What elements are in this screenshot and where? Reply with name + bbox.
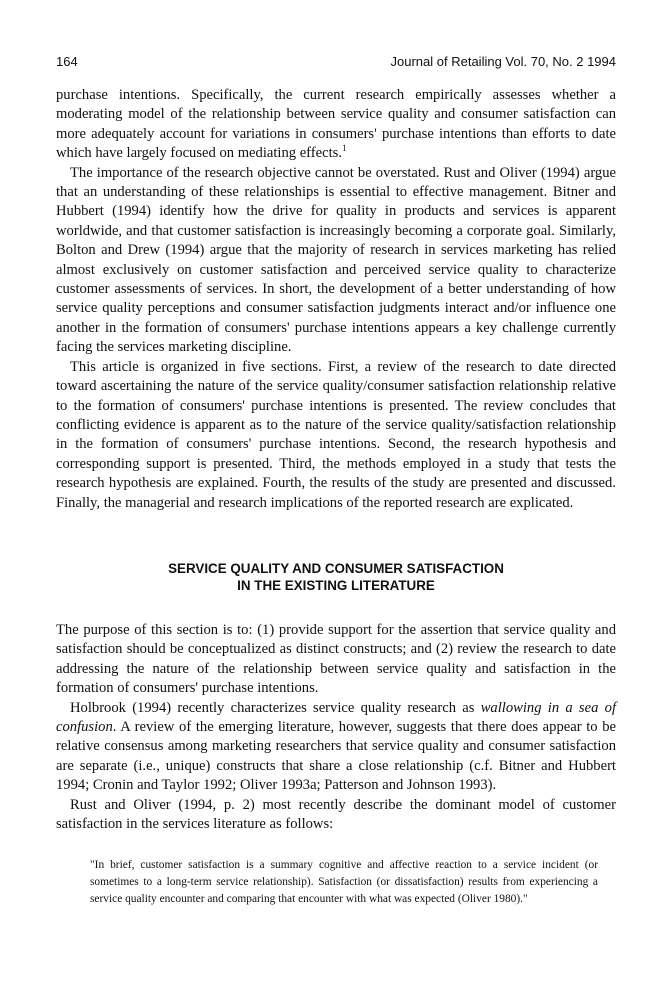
section-text — [56, 621, 616, 834]
page-number: 164 — [56, 54, 78, 69]
paragraph-purpose: The purpose of this section is to: (1) provide support for the assertion that service quality and satisfaction should be conceptualized as distinct constructs; and (2) review the research to date addressing the nature of the relationship between service quality and satisfaction in the formation of consumers' purchase intentions. — [56, 621, 616, 697]
paragraph-holbrook: Holbrook (1994) recently characterizes service quality research as wallowing in a sea of confusion. A review of the emerging literature, however, suggests that there does appear to be relative consensus among marketing researchers that service quality and consumer satisfaction are separate (i.e., unique) constructs that share a close relationship (c.f. Bitner and Hubbert 1994; Cronin and Taylor 1992; Oliver 1993a; Patterson and Johnson 1993). — [56, 699, 616, 794]
emphasis-phrase: wallowing in a sea of confusion — [56, 699, 616, 735]
running-head — [56, 54, 616, 76]
journal-page — [56, 54, 616, 908]
footnote-marker: 1 — [341, 143, 347, 154]
paragraph-continued: purchase intentions. Specifically, the current research empirically assesses whether a moderating model of the relationship between service quality and consumer satisfaction can more adequately account for variations in consumers' purchase intentions than efforts to date which have largely focused on mediating effects.$^1$ — [56, 87, 616, 162]
section-heading: SERVICE QUALITY AND CONSUMER SATISFACTION IN THE EXISTING LITERATURE — [168, 560, 504, 593]
journal-citation: Journal of Retailing Vol. 70, No. 2 1994 — [390, 54, 616, 69]
paragraph-importance: The importance of the research objective cannot be overstated. Rust and Oliver (1994) argue that an understanding of these relationships is essential to effective management. Bitner and Hubbert (1994) identify how the drive for quality in products and services is apparent worldwide, and that customer satisfaction is increasingly becoming a corporate goal. Similarly, Bolton and Drew (1994) argue that the majority of research in services marketing has relied almost exclusively on customer satisfaction and perceived service quality to characterize customer assessments of services. In short, the development of a better understanding of how service quality perceptions and consumer satisfaction judgments interact and/or influence one another in the formation of consumers' purchase intentions appears a key challenge currently facing the services marketing discipline. — [56, 164, 616, 356]
paragraph-rust-oliver: Rust and Oliver (1994, p. 2) most recently describe the dominant model of customer satisfaction in the services literature as follows: — [56, 796, 616, 832]
intro-text — [56, 86, 616, 513]
block-quote: "In brief, customer satisfaction is a summary cognitive and affective reaction to a service incident (or sometimes to a long-term service relationship). Satisfaction (or dissatisfaction) results from experiencing a service quality encounter and comparing that encounter with what was expected (Oliver 1980)." — [90, 859, 598, 906]
paragraph-organization: This article is organized in five sections. First, a review of the research to date directed toward ascertaining the nature of the service quality/consumer satisfaction relationship relative to the formation of consumers' purchase intentions is presented. The review concludes that conflicting evidence is apparent as to the nature of the service quality/satisfaction relationship in the formation of consumers' purchase intentions. Second, the research hypothesis and corresponding support is presented. Third, the methods employed in a study that tests the research hypothesis are explained. Fourth, the results of the study are presented and discussed. Finally, the managerial and research implications of the reported research are explicated. — [56, 358, 616, 511]
